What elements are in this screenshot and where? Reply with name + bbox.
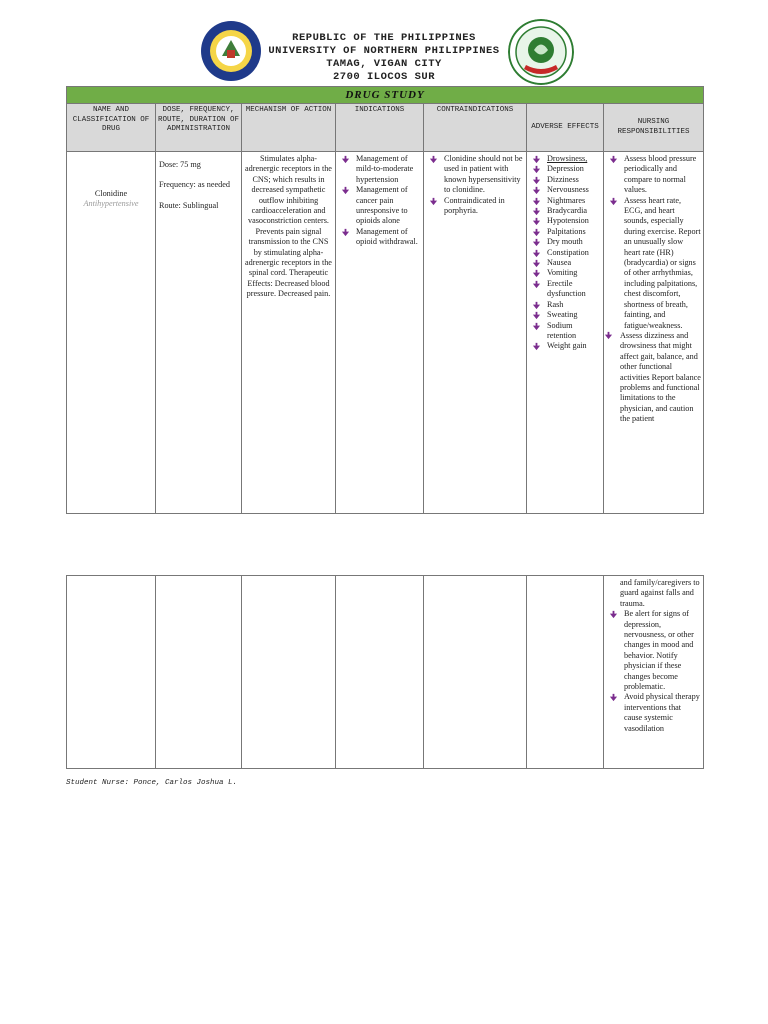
list-item-text: Sweating <box>547 310 578 320</box>
arrow-bullet-icon <box>341 186 350 195</box>
adverse-effects-cell <box>527 152 604 514</box>
dose-cell <box>156 152 242 514</box>
list-item-text: Rash <box>547 299 564 309</box>
indications-list <box>336 154 423 248</box>
nursing-cell <box>604 152 704 514</box>
list-item <box>336 227 423 248</box>
drug-study-table-continued <box>66 575 704 769</box>
list-item-text: Clonidine should not be used in patient with known hypersensitivity to clonidine. <box>444 154 523 195</box>
nursing-list <box>604 154 701 331</box>
list-item-text: Management of mild-to-moderate hypertension <box>356 154 414 184</box>
list-item-text: Weight gain <box>547 341 587 351</box>
list-item-text: Palpitations <box>547 226 586 236</box>
empty-cell <box>424 576 527 769</box>
list-item-text: Drowsiness, <box>547 154 588 163</box>
arrow-bullet-icon <box>532 249 541 258</box>
list-item <box>527 268 603 278</box>
header-line-2: UNIVERSITY OF NORTHERN PHILIPPINES <box>268 45 500 57</box>
frequency-text: Frequency: as needed <box>159 180 230 190</box>
route-text: Route: Sublingual <box>159 200 219 210</box>
column-header-indications: INDICATIONS <box>336 104 424 152</box>
arrow-bullet-icon <box>532 269 541 278</box>
list-item-text: Constipation <box>547 247 589 257</box>
list-item-text: Nausea <box>547 258 572 268</box>
list-item <box>527 196 603 206</box>
arrow-bullet-icon <box>532 322 541 331</box>
arrow-bullet-icon <box>532 155 541 164</box>
list-item-text: Erectile dysfunction <box>547 278 586 299</box>
student-nurse-footer: Student Nurse: Ponce, Carlos Joshua L. <box>66 779 238 787</box>
drug-name-cell <box>67 152 156 514</box>
column-header-dose: DOSE, FREQUENCY, ROUTE, DURATION OF ADMINISTRATION <box>156 104 242 152</box>
list-item-text: Assess heart rate, ECG, and heart sounds, especially during exercise. Report an unusually slow heart rate (HR) (bradycardia) or signs of other arrhythmias, including palpitations, chest discomfort, shortness of breath, fainting, and fatigue/weakness. <box>624 195 701 330</box>
empty-cell <box>242 576 336 769</box>
list-item <box>424 154 526 196</box>
list-item <box>527 310 603 320</box>
empty-cell <box>336 576 424 769</box>
nursing-item-last <box>604 331 701 425</box>
mechanism-cell <box>242 152 336 514</box>
column-header-mechanism: MECHANISM OF ACTION <box>242 104 336 152</box>
arrow-bullet-icon <box>532 165 541 174</box>
list-item-text: Bradycardia <box>547 206 588 216</box>
list-item-text: Dry mouth <box>547 237 583 247</box>
dose-text: Dose: 75 mg <box>159 160 201 169</box>
list-item <box>527 279 603 300</box>
empty-cell <box>67 576 156 769</box>
drug-classification: Antihypertensive <box>83 199 139 209</box>
empty-cell <box>527 576 604 769</box>
list-item <box>424 196 526 217</box>
arrow-bullet-icon <box>609 155 618 164</box>
arrow-bullet-icon <box>532 186 541 195</box>
arrow-bullet-icon <box>532 280 541 289</box>
arrow-bullet-icon <box>341 155 350 164</box>
arrow-bullet-icon <box>341 228 350 237</box>
arrow-bullet-icon <box>532 259 541 268</box>
arrow-bullet-icon <box>429 155 438 164</box>
arrow-bullet-icon <box>609 197 618 206</box>
column-header-adverse-effects: ADVERSE EFFECTS <box>527 104 604 152</box>
header-line-4: 2700 ILOCOS SUR <box>332 71 435 83</box>
header-line-1: REPUBLIC OF THE PHILIPPINES <box>292 32 476 44</box>
list-item <box>527 164 603 174</box>
arrow-bullet-icon <box>532 176 541 185</box>
list-item <box>604 154 701 196</box>
list-item-text: Depression <box>547 164 584 174</box>
arrow-bullet-icon <box>532 311 541 320</box>
arrow-bullet-icon <box>532 228 541 237</box>
list-item-text: Nervousness <box>547 185 589 195</box>
list-item <box>527 206 603 216</box>
nursing-cell-continued <box>604 576 704 769</box>
list-item-text: Assess blood pressure periodically and compare to normal values. <box>624 154 697 195</box>
arrow-bullet-icon <box>429 197 438 206</box>
arrow-bullet-icon <box>609 693 618 702</box>
list-item-text: Management of opioid withdrawal. <box>356 226 418 247</box>
mechanism-text: Stimulates alpha-adrenergic receptors in the CNS; which results in decreased sympathetic outflow inhibiting cardioacceleration and vasoconstriction centers. Prevents pain signal transmission to the CNS by stimulating alpha-adrenergic receptors in the spinal cord. Therapeutic Effects: Decreased blood pressure. Decreased pain. <box>245 154 332 299</box>
list-item-text: Contraindicated in porphyria. <box>444 195 505 216</box>
arrow-bullet-icon <box>532 342 541 351</box>
contraindications-list <box>424 154 526 216</box>
nursing-item-last-text: Assess dizziness and drowsiness that might affect gait, balance, and other functional activities Report balance problems and functional limitations to the physician, and caution the patient <box>620 330 701 424</box>
contraindications-cell <box>424 152 527 514</box>
list-item-text: Be alert for signs of depression, nervousness, or other changes in mood and behavior. Notify physician if these changes become problematic. <box>624 609 694 692</box>
nursing-list-2 <box>604 609 701 734</box>
list-item-text: Hypotension <box>547 216 589 226</box>
list-item <box>527 227 603 237</box>
list-item-text: Management of cancer pain unresponsive to opioids alone <box>356 185 408 226</box>
list-item <box>604 196 701 331</box>
drug-study-table <box>66 86 704 514</box>
document-header <box>0 32 768 84</box>
column-header-contraindications: CONTRAINDICATIONS <box>424 104 527 152</box>
list-item <box>527 300 603 310</box>
arrow-bullet-icon <box>532 301 541 310</box>
drug-name: Clonidine <box>94 189 128 198</box>
header-line-3: TAMAG, VIGAN CITY <box>326 58 442 70</box>
arrow-bullet-icon <box>609 610 618 619</box>
list-item <box>527 216 603 226</box>
list-item <box>527 185 603 195</box>
list-item <box>604 692 701 734</box>
indications-cell <box>336 152 424 514</box>
list-item-text: Avoid physical therapy interventions that cause systemic vasodilation <box>624 692 700 733</box>
list-item <box>527 341 603 351</box>
arrow-bullet-icon <box>604 331 613 343</box>
empty-cell <box>156 576 242 769</box>
list-item <box>604 609 701 692</box>
list-item <box>527 175 603 185</box>
table-title: DRUG STUDY <box>67 87 704 104</box>
list-item <box>527 248 603 258</box>
list-item-text: Vomiting <box>547 268 578 278</box>
nursing-continued-text: and family/caregivers to guard against falls and trauma. <box>620 578 700 608</box>
adverse-effects-list <box>527 154 603 352</box>
arrow-bullet-icon <box>532 197 541 206</box>
list-item-text: Dizziness <box>547 174 579 184</box>
arrow-bullet-icon <box>532 207 541 216</box>
arrow-bullet-icon <box>532 217 541 226</box>
list-item-text: Nightmares <box>547 195 586 205</box>
list-item-text: Sodium retention <box>547 320 577 340</box>
column-header-name: NAME AND CLASSIFICATION OF DRUG <box>67 104 156 152</box>
list-item <box>527 321 603 342</box>
list-item <box>527 258 603 268</box>
list-item <box>336 185 423 227</box>
list-item <box>527 237 603 247</box>
column-header-nursing: NURSING RESPONSIBILITIES <box>604 104 704 152</box>
arrow-bullet-icon <box>532 238 541 247</box>
list-item <box>336 154 423 185</box>
list-item <box>527 154 603 164</box>
